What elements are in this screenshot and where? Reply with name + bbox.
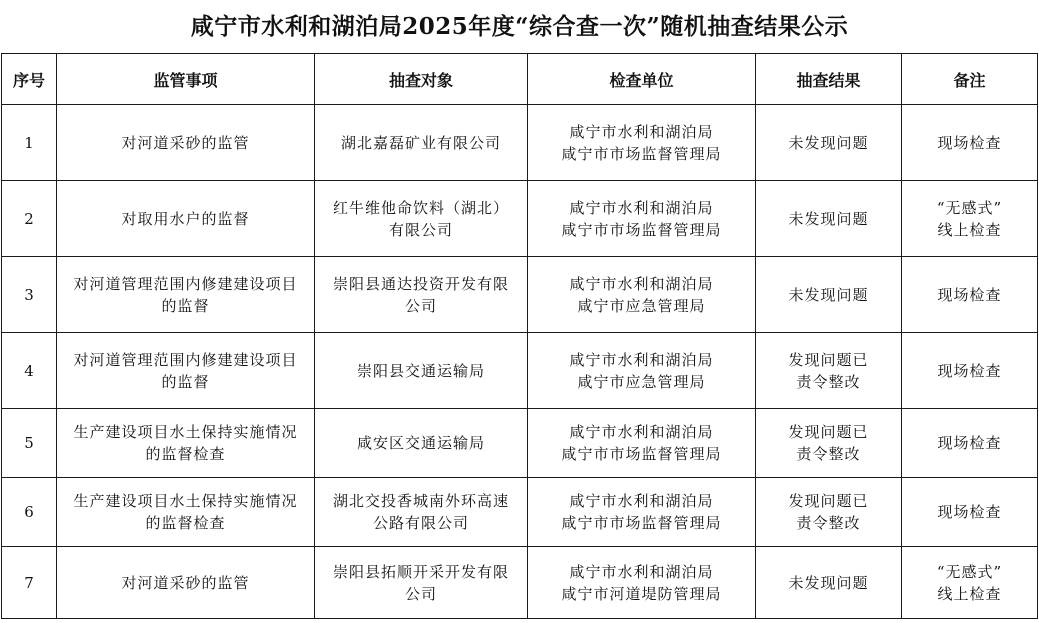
cell-target [315, 409, 528, 478]
cell-index-text: 6 [24, 503, 34, 521]
cell-unit-line: 咸宁市水利和湖泊局 [569, 562, 714, 581]
cell-item [57, 181, 315, 257]
cell-item-line: 对河道采砂的监管 [121, 133, 250, 152]
cell-target [315, 257, 528, 333]
cell-result [756, 105, 902, 181]
cell-remark-line: 线上检查 [937, 220, 1002, 239]
cell-item [57, 409, 315, 478]
cell-target-line: 有限公司 [388, 220, 453, 239]
cell-remark [902, 409, 1038, 478]
cell-unit-line: 咸宁市水利和湖泊局 [569, 122, 714, 141]
header-unit: 检查单位 [528, 54, 756, 105]
cell-unit [528, 547, 756, 619]
cell-result-line: 责令整改 [796, 372, 861, 391]
cell-remark-line: 线上检查 [937, 584, 1002, 603]
cell-index [2, 547, 57, 619]
header-remark: 备注 [902, 54, 1038, 105]
table-body [2, 105, 1038, 619]
cell-index [2, 478, 57, 547]
cell-item-line: 对河道管理范围内修建建设项目 [73, 274, 298, 293]
cell-remark-line: 现场检查 [937, 361, 1002, 380]
cell-target [315, 105, 528, 181]
cell-index-text: 2 [24, 209, 34, 228]
cell-unit [528, 333, 756, 409]
cell-result-line: 发现问题已 [788, 423, 869, 441]
cell-result [756, 257, 902, 333]
cell-unit [528, 409, 756, 478]
cell-result-line: 发现问题已 [788, 350, 869, 369]
cell-result-line: 责令整改 [796, 514, 861, 532]
cell-item-line: 的监督检查 [145, 445, 226, 463]
cell-unit-line: 咸宁市水利和湖泊局 [569, 198, 714, 217]
cell-unit-line: 咸宁市河道堤防管理局 [561, 584, 722, 603]
cell-target [315, 333, 528, 409]
header-target: 抽查对象 [315, 54, 528, 105]
cell-target-line: 湖北交投香城南外环高速 [332, 492, 509, 510]
cell-unit-line: 咸宁市水利和湖泊局 [569, 492, 714, 510]
table-row [2, 257, 1038, 333]
cell-item-line: 对取用水户的监督 [121, 209, 250, 228]
cell-index [2, 333, 57, 409]
table-row [2, 181, 1038, 257]
cell-item-line: 对河道管理范围内修建建设项目 [73, 350, 298, 369]
cell-index [2, 257, 57, 333]
cell-item [57, 478, 315, 547]
inspection-results-table [1, 53, 1038, 619]
cell-index-text: 4 [24, 361, 34, 380]
cell-item-line: 的监督 [161, 372, 210, 391]
cell-index [2, 181, 57, 257]
cell-item-line: 生产建设项目水土保持实施情况 [73, 423, 298, 441]
cell-remark [902, 105, 1038, 181]
cell-item-line: 生产建设项目水土保持实施情况 [73, 492, 298, 510]
cell-item-line: 对河道采砂的监管 [121, 573, 250, 592]
cell-result [756, 333, 902, 409]
cell-target [315, 181, 528, 257]
header-index: 序号 [2, 54, 57, 105]
table-row [2, 105, 1038, 181]
cell-target-line: 红牛维他命饮料（湖北） [332, 198, 509, 217]
cell-unit [528, 105, 756, 181]
cell-target-line: 公路有限公司 [372, 514, 469, 532]
cell-remark [902, 478, 1038, 547]
header-item: 监管事项 [57, 54, 315, 105]
cell-target [315, 547, 528, 619]
cell-item-line: 的监督检查 [145, 514, 226, 532]
cell-remark [902, 257, 1038, 333]
cell-item [57, 105, 315, 181]
cell-result [756, 409, 902, 478]
cell-target-line: 公司 [404, 296, 437, 315]
cell-index-text: 1 [24, 133, 34, 152]
cell-result-line: 发现问题已 [788, 492, 869, 510]
header-result: 抽查结果 [756, 54, 902, 105]
cell-unit-line: 咸宁市市场监督管理局 [561, 220, 722, 239]
cell-item [57, 257, 315, 333]
cell-index-text: 3 [24, 285, 34, 304]
cell-result-line: 未发现问题 [788, 209, 869, 228]
cell-target-line: 崇阳县通达投资开发有限 [332, 274, 509, 293]
cell-remark-line: “无感式” [936, 198, 1003, 217]
cell-result [756, 478, 902, 547]
cell-target-line: 咸安区交通运输局 [356, 434, 485, 452]
cell-remark [902, 333, 1038, 409]
cell-target-line: 湖北嘉磊矿业有限公司 [340, 133, 501, 152]
cell-remark-line: 现场检查 [937, 285, 1002, 304]
cell-result-line: 未发现问题 [788, 285, 869, 304]
cell-unit-line: 咸宁市水利和湖泊局 [569, 350, 714, 369]
cell-index [2, 409, 57, 478]
cell-unit [528, 478, 756, 547]
cell-index [2, 105, 57, 181]
cell-result-line: 责令整改 [796, 445, 861, 463]
table-row [2, 409, 1038, 478]
cell-index-text: 5 [24, 434, 34, 452]
cell-unit [528, 257, 756, 333]
cell-unit-line: 咸宁市市场监督管理局 [561, 514, 722, 532]
cell-remark [902, 547, 1038, 619]
table-header-row [2, 54, 1038, 105]
cell-target [315, 478, 528, 547]
table-row [2, 333, 1038, 409]
cell-item [57, 333, 315, 409]
cell-result [756, 547, 902, 619]
cell-result-line: 未发现问题 [788, 133, 869, 152]
cell-remark-line: 现场检查 [937, 503, 1002, 521]
cell-unit-line: 咸宁市水利和湖泊局 [569, 423, 714, 441]
cell-unit [528, 181, 756, 257]
cell-item [57, 547, 315, 619]
cell-result-line: 未发现问题 [788, 573, 869, 592]
cell-target-line: 公司 [404, 584, 437, 603]
cell-unit-line: 咸宁市应急管理局 [577, 372, 706, 391]
cell-target-line: 崇阳县交通运输局 [356, 361, 485, 380]
cell-unit-line: 咸宁市市场监督管理局 [561, 445, 722, 463]
cell-unit-line: 咸宁市应急管理局 [577, 296, 706, 315]
cell-remark-line: “无感式” [936, 562, 1003, 581]
table-row [2, 547, 1038, 619]
table-row [2, 478, 1038, 547]
cell-index-text: 7 [24, 573, 34, 592]
cell-remark-line: 现场检查 [937, 133, 1002, 152]
cell-unit-line: 咸宁市水利和湖泊局 [569, 274, 714, 293]
document-title: 咸宁市水利和湖泊局2025年度“综合查一次”随机抽查结果公示 [190, 13, 849, 40]
cell-unit-line: 咸宁市市场监督管理局 [561, 144, 722, 163]
cell-result [756, 181, 902, 257]
cell-remark-line: 现场检查 [937, 434, 1002, 452]
cell-target-line: 崇阳县拓顺开采开发有限 [332, 562, 509, 581]
cell-item-line: 的监督 [161, 296, 210, 315]
cell-remark [902, 181, 1038, 257]
